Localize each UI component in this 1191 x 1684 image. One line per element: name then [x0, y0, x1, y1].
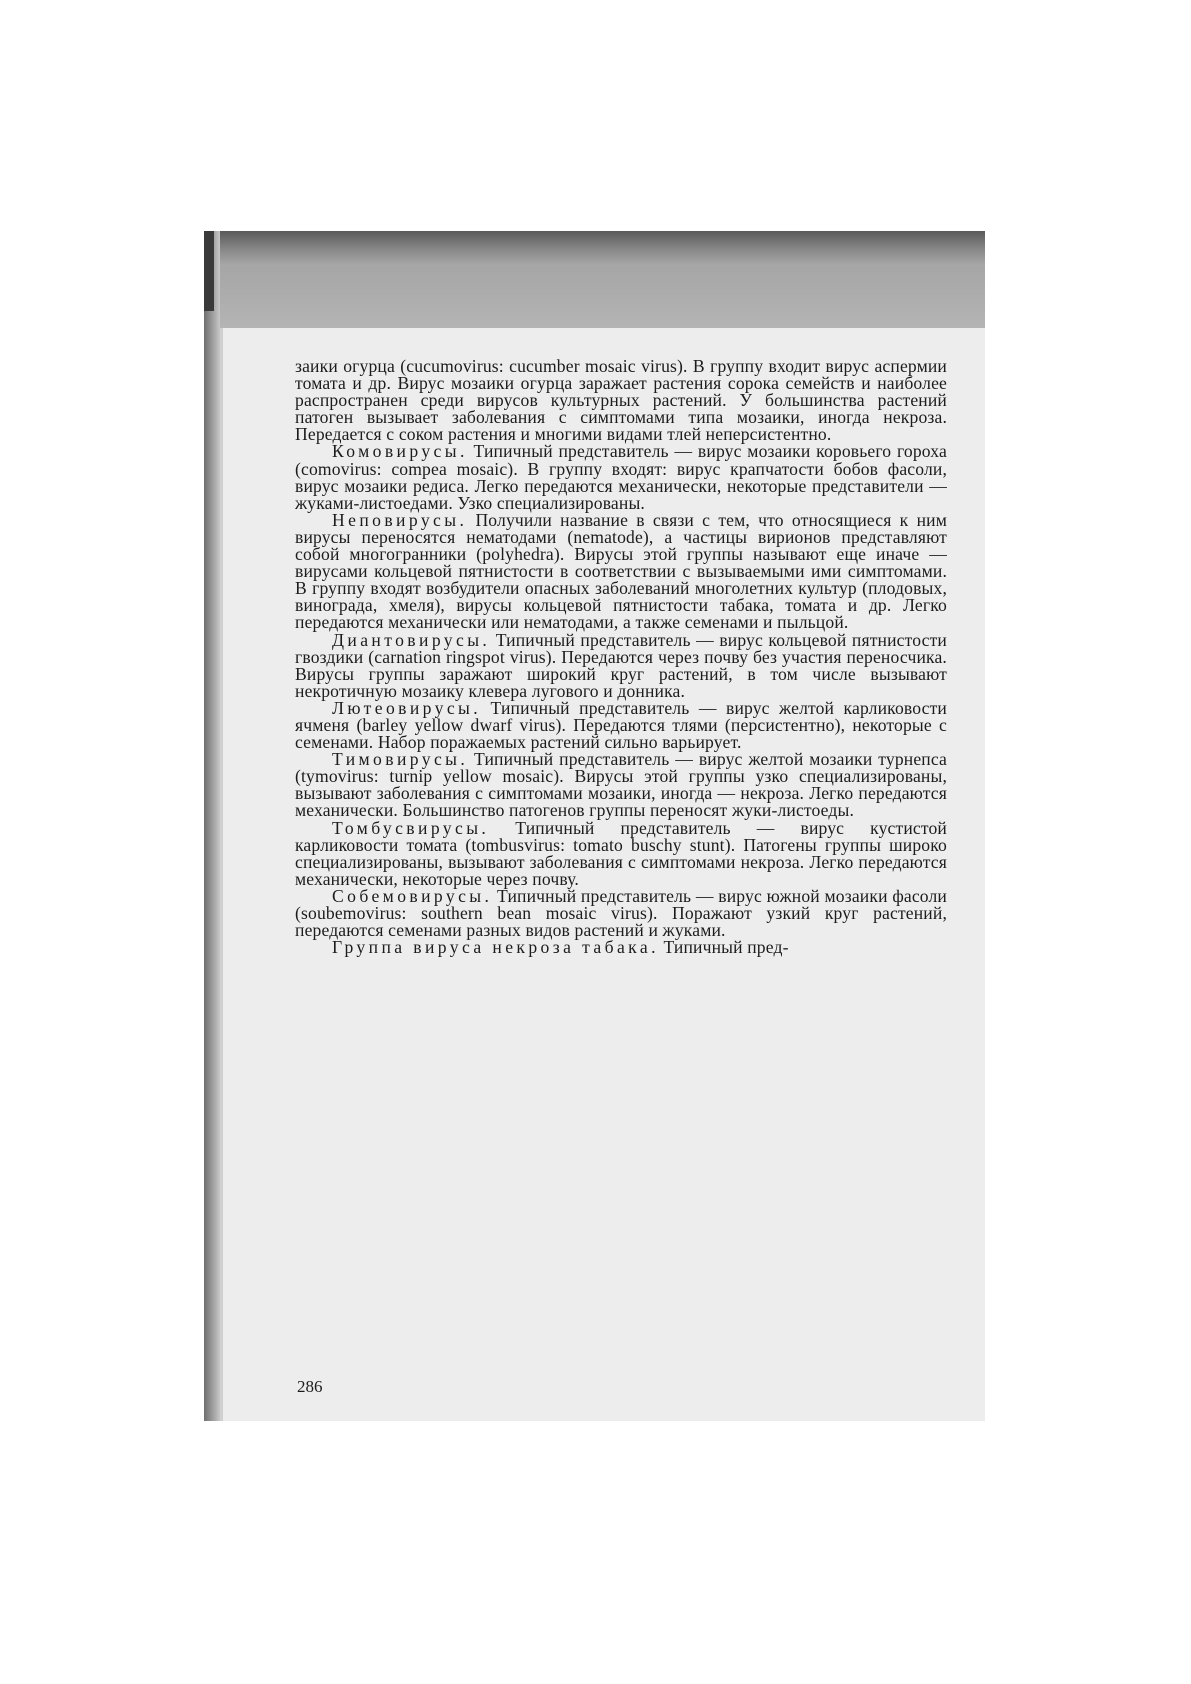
paragraph-tobacco-necrosis-group — [295, 939, 947, 956]
paragraph-text: Типичный представитель — вирус кольцевой пятнистости гвоздики (carnation ringspot virus). Передаются через почву без участия переносчика. Вирусы группы заражают широкий круг растений, в том числе вызывают некротичную мозаику клевера лугового и донника. — [295, 629, 947, 701]
paragraph-text: Типичный представитель — вирус желтой мозаики турнепса (tymovirus: turnip yellow mosaic). Вирусы этой группы узко специализированы, вызывают заболевания с симптомами мозаики, иногда — некроза. Легко передаются механически. Большинство патогенов группы переносят жуки-листоеды. — [295, 749, 947, 821]
scan-left-shadow — [204, 231, 220, 1421]
paragraph-text: Получили название в связи с тем, что относящиеся к ним вирусы переносятся нематодами (nematode), а частицы вирионов представляют собой многогранники (polyhedra). Вирусы этой группы называют еще иначе — вирусами кольцевой пятнистости в соответствии с вызываемыми ими симптомами. В группу входят возбудители опасных заболеваний многолетних культур (плодовых, винограда, хмеля), вирусы кольцевой пятнистости табака, томата и др. Легко передаются механически или нематодами, а также семенами и пыльцой. — [295, 509, 947, 633]
paragraph-lead: Комовирусы. — [332, 441, 468, 462]
paragraph-tombusviruses — [295, 817, 947, 889]
scan-top-shadow — [204, 231, 985, 266]
paragraph-text: заики огурца (cucumovirus: cucumber mosaic virus). В группу входит вирус аспермии томата и др. Вирус мозаики огурца заражает растения сорока семейств и наиболее распространен среди вирусов культурных растений. У большинства растений патоген вызывает заболевания с симптомами типа мозаики, иногда некроза. Передается с соком растения и многими видами тлей неперсистентно. — [295, 356, 947, 445]
body-text — [295, 358, 947, 956]
paragraph-lead: Тимовирусы. — [332, 749, 469, 770]
paragraph-sobemoviruses — [295, 885, 947, 941]
paragraph-lead: Группа вируса некроза табака. — [332, 937, 659, 958]
paragraph-lead: Собемовирусы. — [332, 885, 493, 906]
paragraph-text: Типичный представитель — вирус кустистой карликовости томата (tombusvirus: tomato buschy stunt). Патогены группы широко специализированы, вызывают заболевания с симптомами некроза. Легко передаются механически, некоторые через почву. — [295, 817, 947, 889]
scan-corner-shadow — [204, 231, 214, 311]
paragraph-luteoviruses — [295, 697, 947, 753]
page-number: 286 — [297, 1377, 323, 1396]
scanned-page — [204, 231, 985, 1421]
paragraph-comoviruses — [295, 443, 947, 511]
paragraph-continuation — [295, 358, 947, 443]
paragraph-text: Типичный представитель — вирус южной мозаики фасоли (soubemovirus: southern bean mosaic virus). Поражают узкий круг растений, передаются семенами разных видов растений и жуками. — [295, 885, 947, 941]
paragraph-lead: Диантовирусы. — [332, 629, 491, 650]
paragraph-text: Типичный представитель — вирус мозаики коровьего гороха (comovirus: compea mosaic). В группу входят: вирус крапчатости бобов фасоли, вирус мозаики редиса. Легко передаются механически, некоторые представители — жуками-листоедами. Узко специализированы. — [295, 441, 947, 513]
paragraph-lead: Томбусвирусы. — [332, 817, 490, 838]
scan-gray-band — [204, 266, 985, 328]
paragraph-text: Типичный представитель — вирус желтой карликовости ячменя (barley yellow dwarf virus). Передаются тлями (персистентно), некоторые с семенами. Набор поражаемых растений сильно варьирует. — [295, 697, 947, 753]
paragraph-tymoviruses — [295, 751, 947, 819]
paragraph-text: Типичный пред- — [663, 937, 789, 958]
paragraph-nepoviruses — [295, 509, 947, 633]
page-edge — [220, 328, 223, 1421]
paragraph-lead: Лютеовирусы. — [332, 697, 482, 718]
paragraph-dianthoviruses — [295, 629, 947, 701]
paragraph-lead: Неповирусы. — [332, 509, 468, 530]
